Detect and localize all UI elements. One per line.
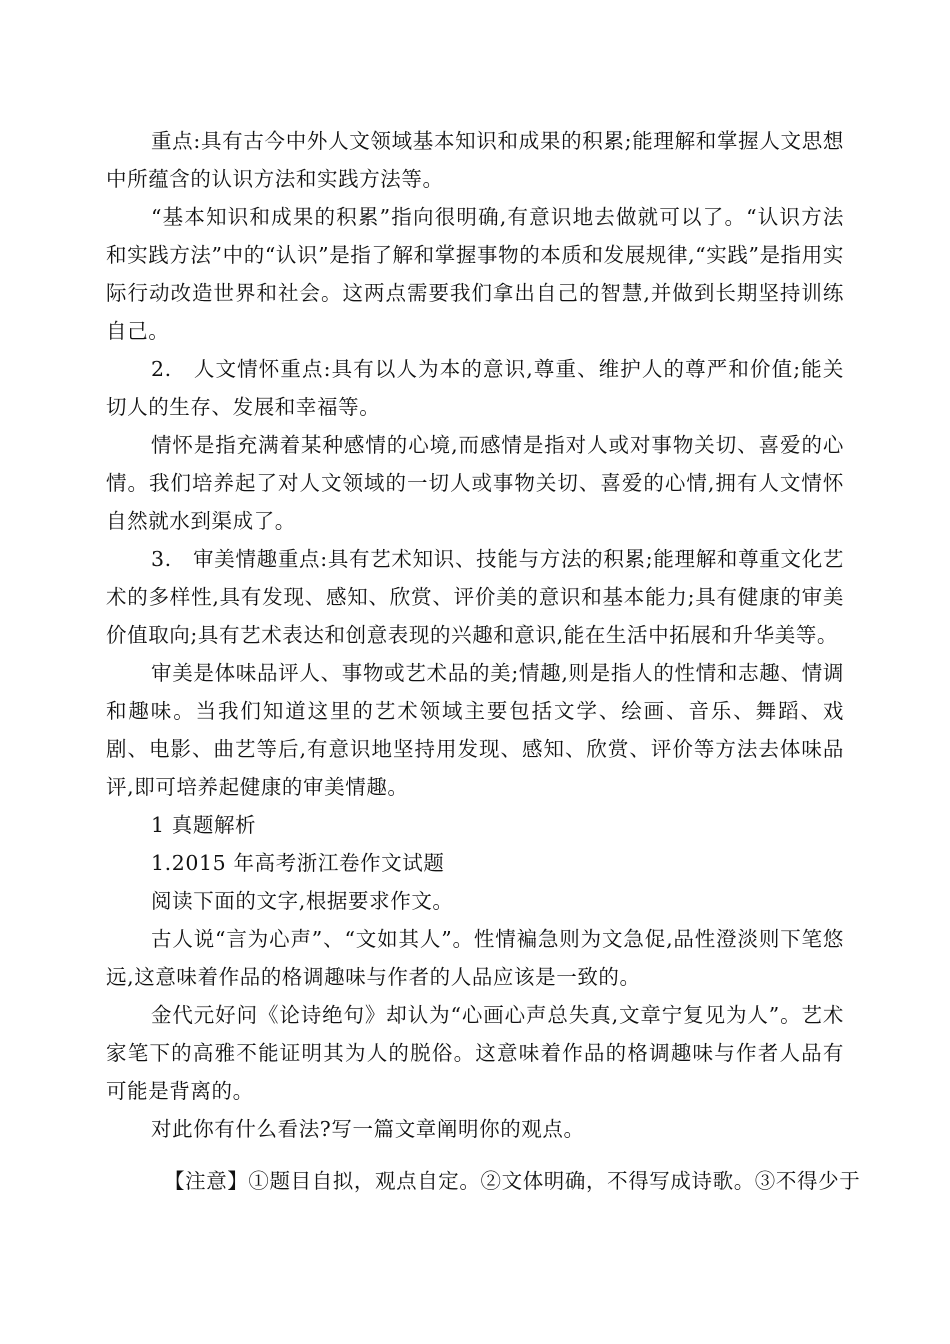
- document-body: [106, 122, 861, 1221]
- paragraph-humanistic-feelings: 2. 人文情怀重点:具有以人为本的意识,尊重、维护人的尊严和价值;能关切人的生存、发展和幸福等。: [106, 357, 844, 419]
- paragraph-aesthetic-explanation: 审美是体味品评人、事物或艺术品的美;情趣,则是指人的性情和志趣、情调和趣味。当我们知道这里的艺术领域主要包括文学、绘画、音乐、舞蹈、戏剧、电影、曲艺等后,有意识地坚持用发现、感知、欣赏、评价等方法去体味品评,即可培养起健康的审美情趣。: [106, 661, 844, 799]
- exam-question-title: 1.2015 年高考浙江卷作文试题: [151, 851, 445, 875]
- section-heading-analysis: 1 真题解析: [151, 813, 257, 837]
- paragraph-instruction: 阅读下面的文字,根据要求作文。: [151, 889, 454, 913]
- paragraph-focus-knowledge: 重点:具有古今中外人文领域基本知识和成果的积累;能理解和掌握人文思想中所蕴含的认识方法和实践方法等。: [106, 129, 844, 191]
- note-requirements: 【注意】①题目自拟，观点自定。②文体明确，不得写成诗歌。③不得少于: [164, 1169, 861, 1193]
- paragraph-yuan-haowen: 金代元好问《论诗绝句》却认为“心画心声总失真,文章宁复见为人”。艺术家笔下的高雅不能证明其为人的脱俗。这意味着作品的格调趣味与作者人品有可能是背离的。: [106, 1003, 844, 1103]
- paragraph-knowledge-explanation: “基本知识和成果的积累”指向很明确,有意识地去做就可以了。“认识方法和实践方法”中的“认识”是指了解和掌握事物的本质和发展规律,“实践”是指用实际行动改造世界和社会。这两点需要我们拿出自己的智慧,并做到长期坚持训练自己。: [106, 205, 844, 343]
- paragraph-aesthetic-taste: 3. 审美情趣重点:具有艺术知识、技能与方法的积累;能理解和尊重文化艺术的多样性,具有发现、感知、欣赏、评价美的意识和基本能力;具有健康的审美价值取向;具有艺术表达和创意表现的兴趣和意识,能在生活中拓展和升华美等。: [106, 547, 844, 647]
- paragraph-prompt: 对此你有什么看法?写一篇文章阐明你的观点。: [151, 1117, 585, 1141]
- paragraph-ancient-saying: 古人说“言为心声”、“文如其人”。性情褊急则为文急促,品性澄淡则下笔悠远,这意味着作品的格调趣味与作者的人品应该是一致的。: [106, 927, 844, 989]
- paragraph-feelings-explanation: 情怀是指充满着某种感情的心境,而感情是指对人或对事物关切、喜爱的心情。我们培养起了对人文领域的一切人或事物关切、喜爱的心情,拥有人文情怀自然就水到渠成了。: [106, 433, 844, 533]
